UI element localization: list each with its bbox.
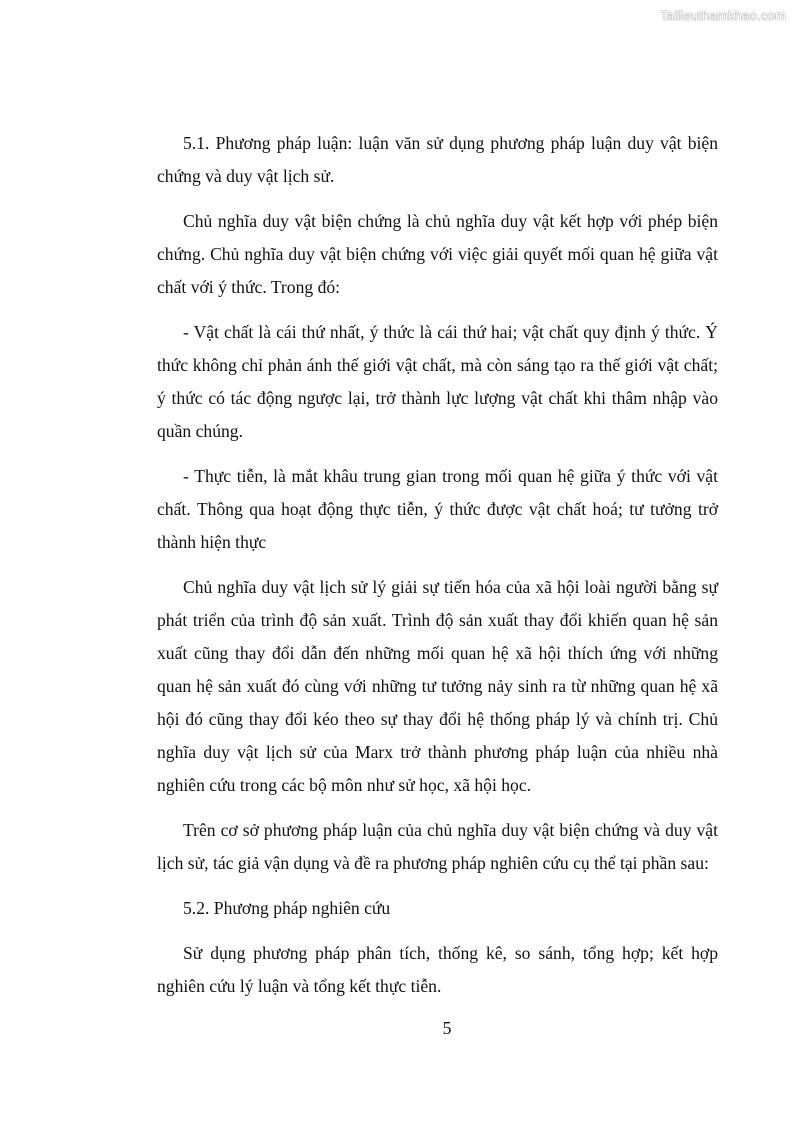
paragraph-historical-materialism: Chủ nghĩa duy vật lịch sử lý giải sự tiến hóa của xã hội loài người bằng sự phát triển của trình độ sản xuất. Trình độ sản xuất thay đổi khiến quan hệ sản xuất cũng thay đổi dẫn đến những mối quan hệ xã hội thích ứng với những quan hệ sản xuất đó cùng với những tư tưởng nảy sinh ra từ những quan hệ xã hội đó cũng thay đổi kéo theo sự thay đổi hệ thống pháp lý và chính trị. Chủ nghĩa duy vật lịch sử của Marx trở thành phương pháp luận của nhiều nhà nghiên cứu trong các bộ môn như sử học, xã hội học. xyxy=(157,577,718,795)
paragraph-matter-consciousness: - Vật chất là cái thứ nhất, ý thức là cái thứ hai; vật chất quy định ý thức. Ý thức không chỉ phản ánh thế giới vật chất, mà còn sáng tạo ra thế giới vật chất; ý thức có tác động ngược lại, trở thành lực lượng vật chất khi thâm nhập vào quần chúng. xyxy=(157,322,718,441)
heading-research-methods: 5.2. Phương pháp nghiên cứu xyxy=(183,898,391,918)
paragraph-methodology: 5.1. Phương pháp luận: luận văn sử dụng phương pháp luận duy vật biện chứng và duy vật lịch sử. xyxy=(157,133,718,186)
paragraph-research-methods: Sử dụng phương pháp phân tích, thống kê, so sánh, tổng hợp; kết hợp nghiên cứu lý luận và tổng kết thực tiễn. xyxy=(157,943,718,996)
watermark: Tailieuthamkhao.com xyxy=(660,8,786,23)
page-number: 5 xyxy=(442,1018,452,1038)
document-body xyxy=(157,127,718,1015)
paragraph-practice: - Thực tiễn, là mắt khâu trung gian trong mối quan hệ giữa ý thức với vật chất. Thông qua hoạt động thực tiễn, ý thức được vật chất hoá; tư tưởng trở thành hiện thực xyxy=(157,466,718,552)
paragraph-dialectical-materialism: Chủ nghĩa duy vật biện chứng là chủ nghĩa duy vật kết hợp với phép biện chứng. Chủ nghĩa duy vật biện chứng với việc giải quyết mối quan hệ giữa vật chất với ý thức. Trong đó: xyxy=(157,211,718,297)
paragraph-basis: Trên cơ sở phương pháp luận của chủ nghĩa duy vật biện chứng và duy vật lịch sử, tác giả vận dụng và đề ra phương pháp nghiên cứu cụ thể tại phần sau: xyxy=(157,820,718,873)
